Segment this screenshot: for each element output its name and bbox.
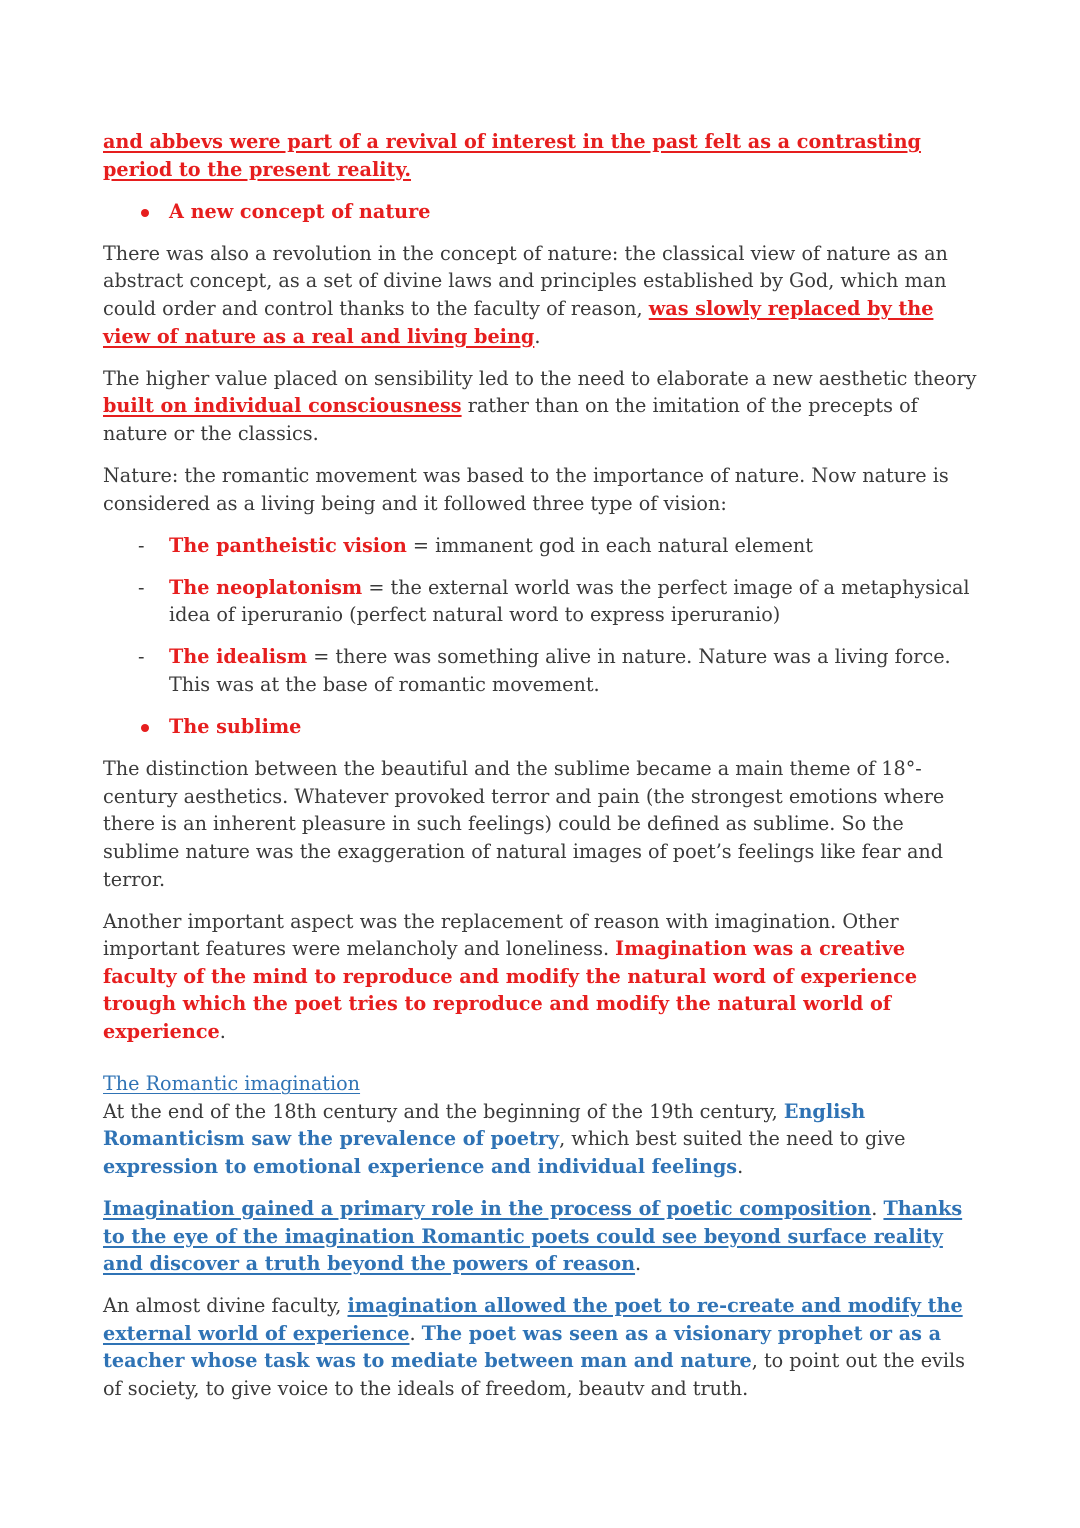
highlight-imagination-creative: Imagination was a creative faculty of the mind to reproduce and modify the natural word of experience trough which the poet tries to reproduce and modify the natural world of experience	[103, 937, 918, 1044]
text: At the end of the 18th century and the beginning of the 19th century,	[103, 1099, 784, 1123]
vision-term: The idealism	[169, 645, 308, 669]
spacer	[103, 1060, 983, 1070]
section-romantic-imagination	[103, 1070, 983, 1180]
vision-term: The pantheistic vision	[169, 533, 407, 557]
bullet-label: A new concept of nature	[169, 199, 431, 223]
dash-icon: -	[138, 533, 145, 557]
paragraph-english-romanticism	[103, 1098, 983, 1181]
vision-text: = the external world was the perfect image of a metaphysical idea of iperuranio (perfect natural word to express iperuranio)	[169, 575, 970, 627]
highlight-re-create: imagination allowed the poet to re-create and modify the external world of experience	[103, 1294, 963, 1345]
text: .	[635, 1252, 642, 1276]
document-page	[103, 128, 983, 1417]
vision-text: = immanent god in each natural element	[406, 533, 813, 557]
text: .	[534, 324, 541, 348]
section-heading: The Romantic imagination	[103, 1072, 361, 1096]
bullet-label: The sublime	[169, 715, 302, 739]
text: The higher value placed on sensibility led to the need to elaborate a new aesthetic theory	[103, 366, 977, 390]
text: .	[737, 1154, 744, 1178]
bullet-new-concept-of-nature	[103, 198, 983, 226]
text: rather than on the imitation of the precepts of nature or the classics.	[103, 394, 918, 445]
dash-icon: -	[138, 645, 145, 669]
text: .	[409, 1321, 422, 1345]
vision-term: The neoplatonism	[169, 575, 363, 599]
paragraph-divine-faculty	[103, 1292, 983, 1402]
text: Another important aspect was the replacement of reason with imagination. Other important features were melancholy and loneliness.	[103, 909, 899, 961]
paragraph-revolution-nature	[103, 240, 983, 350]
text: , to point out the evils of society, to give voice to the ideals of freedom, beautv and truth.	[103, 1349, 966, 1401]
bullet-dot-icon	[141, 209, 149, 217]
text: Nature: the romantic movement was based to the importance of nature. Now nature is considered as a living being and it followed three type of vision:	[103, 463, 949, 515]
vision-item-pantheistic	[103, 532, 983, 560]
paragraph-imagination-replacement	[103, 908, 983, 1046]
paragraph-sublime	[103, 755, 983, 893]
vision-item-idealism	[103, 643, 983, 698]
highlight-emotional-experience: expression to emotional experience and individual feelings	[103, 1154, 738, 1178]
highlight-individual-consciousness: built on individual consciousness	[103, 394, 462, 418]
vision-text: = there was something alive in nature. Nature was a living force. This was at the base of romantic movement.	[169, 645, 951, 696]
paragraph-primary-role	[103, 1195, 983, 1278]
paragraph-aesthetic-theory	[103, 365, 983, 448]
text: .	[219, 1020, 226, 1044]
highlight-eye-of-imagination: Thanks to the eye of the imagination Romantic poets could see beyond surface reality and discover a truth beyond the powers of reason	[103, 1197, 963, 1276]
highlight-visionary-prophet: The poet was seen as a visionary prophet or as a teacher whose task was to mediate between man and nature	[103, 1321, 942, 1373]
dash-icon: -	[138, 575, 145, 599]
highlight-primary-role: Imagination gained a primary role in the process of poetic composition	[103, 1197, 872, 1220]
bullet-the-sublime	[103, 713, 983, 741]
highlight-living-being: was slowly replaced by the view of nature as a real and living being	[103, 296, 934, 348]
highlight-revival: and abbevs were part of a revival of interest in the past felt as a contrasting period to the present reality.	[103, 130, 921, 181]
text: There was also a revolution in the concept of nature: the classical view of nature as an abstract concept, as a set of divine laws and principles established by God, which man could order and control thanks to the faculty of reason,	[103, 241, 948, 320]
vision-item-neoplatonism	[103, 574, 983, 629]
text: The distinction between the beautiful and the sublime became a main theme of 18°-century aesthetics. Whatever provoked terror and pain (the strongest emotions where there is an inherent pleasure in such feelings) could be defined as sublime. So the sublime nature was the exaggeration of natural images of poet’s feelings like fear and terror.	[103, 757, 945, 891]
text: , which best suited the need to give	[559, 1127, 906, 1151]
text: .	[871, 1197, 884, 1220]
highlight-prevalence-of-poetry: English Romanticism saw the prevalence of poetry	[103, 1099, 866, 1151]
paragraph-nature-visions	[103, 462, 983, 517]
text: An almost divine faculty,	[103, 1294, 348, 1318]
bullet-dot-icon	[141, 724, 149, 732]
paragraph-revival	[103, 128, 983, 183]
